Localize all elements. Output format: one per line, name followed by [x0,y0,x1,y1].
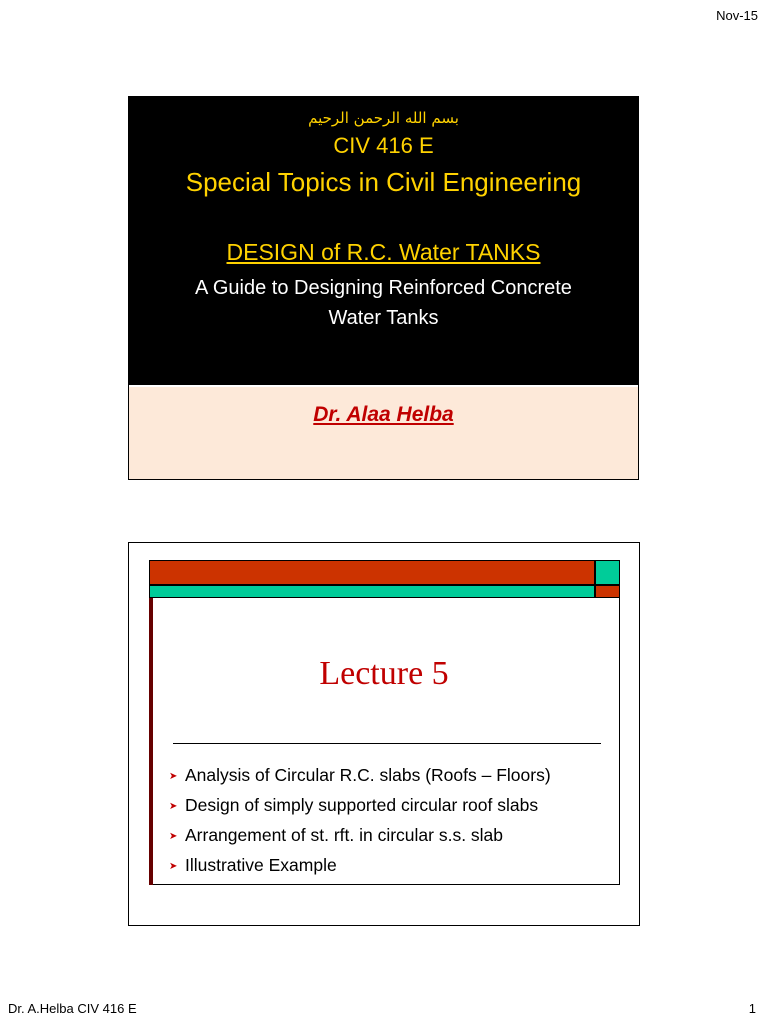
decor-red-bar [149,560,595,585]
arrowhead-right-icon: ➤ [169,831,178,842]
list-item-text: Illustrative Example [185,855,337,875]
topic-list [169,761,551,881]
list-item-text: Analysis of Circular R.C. slabs (Roofs – Floors) [185,765,551,785]
arrowhead-right-icon: ➤ [169,771,178,782]
list-item [169,851,551,881]
decor-teal-square [595,560,620,585]
decor-teal-bar [149,585,595,598]
author-name: Dr. Alaa Helba [313,403,454,426]
lecture-title: Lecture 5 [319,655,449,692]
design-title: DESIGN of R.C. Water TANKS [226,239,541,265]
lecture-divider [173,743,601,744]
course-title: Special Topics in Civil Engineering [185,167,582,197]
guide-line-2: Water Tanks [328,307,439,329]
guide-line-1: A Guide to Designing Reinforced Concrete [195,277,572,299]
arabic-basmala: بسم الله الرحمن الرحيم [308,109,459,127]
list-item [169,791,551,821]
course-code: CIV 416 E [333,133,434,158]
footer-author: Dr. A.Helba CIV 416 E [8,1001,137,1016]
header-date: Nov-15 [716,8,758,23]
decor-red-square [595,585,620,598]
list-item-text: Arrangement of st. rft. in circular s.s. slab [185,825,504,845]
arrowhead-right-icon: ➤ [169,861,178,872]
arrowhead-right-icon: ➤ [169,801,178,812]
author-panel [129,387,638,479]
list-item [169,821,551,851]
page-number: 1 [748,1001,756,1016]
guide-subtitle [129,273,638,333]
list-item [169,761,551,791]
title-slide [128,96,639,480]
lecture-slide [128,542,640,926]
title-slide-top [129,97,638,385]
decor-left-stripe [149,598,153,885]
list-item-text: Design of simply supported circular roof slabs [185,795,539,815]
